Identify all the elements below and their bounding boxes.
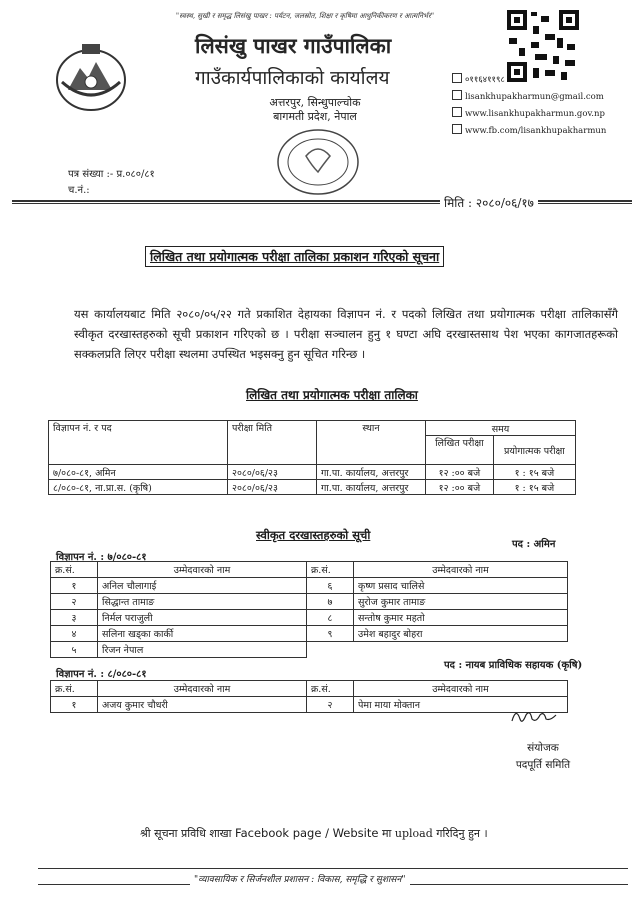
name-cell: निर्मल पराजुली <box>98 610 307 626</box>
sn-cell: ९ <box>307 626 354 642</box>
footer-motto: "व्यावसायिक र सिर्जनशील प्रशासन : विकास, समृद्धि र सुशासन" <box>190 872 410 885</box>
col-place: स्थान <box>317 421 426 465</box>
name-cell: अजय कुमार चौधरी <box>98 697 307 713</box>
office-stamp-icon <box>270 122 366 202</box>
date-cell: २०८०/०६/२३ <box>228 465 317 480</box>
header-divider <box>12 200 632 202</box>
candidate-table-1 <box>50 561 568 658</box>
adv-label-1: विज्ञापन नं. : ७/०८०-८१ <box>56 552 147 563</box>
website-link[interactable]: www.lisankhupakharmun.gov.np <box>465 109 605 119</box>
slogan: "स्वस्थ, सुखी र समृद्ध लिसंखु पाखर : पर्यटन, जलस्रोत, शिक्षा र कृषिमा आधुनिकीकरण र आत्मनिर्भर" <box>175 12 435 20</box>
name-cell: सुरोज कुमार तामाङ <box>354 594 568 610</box>
approved-list-title: स्वीकृत दरखास्तहरुको सूची <box>256 528 371 542</box>
email-icon <box>452 90 462 100</box>
website-row[interactable] <box>452 106 606 123</box>
adv-cell: ७/०८०-८१, अमिन <box>49 465 228 480</box>
footer-note-prefix: श्री सूचना प्रविधि शाखा <box>140 827 232 840</box>
adv-label-2: विज्ञापन नं. : ८/०८०-८१ <box>56 669 147 680</box>
col-sn: क्र.सं. <box>307 562 354 578</box>
name-cell: सलिना खड्का कार्की <box>98 626 307 642</box>
table-row <box>49 480 576 495</box>
practical-time-cell: १ : १५ बजे <box>493 465 575 480</box>
table-header-row <box>49 421 576 436</box>
dispatch-number: च.नं.: <box>68 185 90 196</box>
name-cell: उमेश बहादुर बोहरा <box>354 626 568 642</box>
signature-committee: पदपूर्ति समिति <box>515 759 571 771</box>
name-cell: सिद्धान्त तामाङ <box>98 594 307 610</box>
facebook-link[interactable]: www.fb.com/lisankhupakharmun <box>465 126 607 136</box>
sn-cell: ३ <box>51 610 98 626</box>
notice-body: यस कार्यालयबाट मिति २०८०/०५/२२ गते प्रकाशित देहायका विज्ञापन नं. र पदको लिखित तथा प्रयोगात्मक परीक्षा तालिकासँगै स्वीकृत दरखास्तहरुको सूची प्रकाशन गरिएको छ । परीक्षा सञ्चालन हुनु १ घण्टा अघि दरखास्तसाथ पेश भएका कागजातहरूको सक्कलप्रति लिएर परीक्षा स्थलमा उपस्थित भइसक्नु हुन सूचित गरिन्छ । <box>74 307 618 361</box>
table-row <box>51 594 568 610</box>
facebook-icon <box>452 124 462 134</box>
sn-cell: ४ <box>51 626 98 642</box>
schedule-title: लिखित तथा प्रयोगात्मक परीक्षा तालिका <box>246 388 418 402</box>
sn-cell: २ <box>51 594 98 610</box>
schedule-table <box>48 420 576 495</box>
date-cell: २०८०/०६/२३ <box>228 480 317 495</box>
footer-note-suffix: मा upload गरिदिनु हुन । <box>381 827 488 840</box>
col-adv-post: विज्ञापन नं. र पद <box>49 421 228 465</box>
col-sn: क्र.सं. <box>51 562 98 578</box>
table-row <box>51 642 568 658</box>
phone-row <box>452 72 606 89</box>
adv-cell: ८/०८०-८१, ना.प्रा.स. (कृषि) <box>49 480 228 495</box>
facebook-row[interactable] <box>452 123 606 140</box>
empty-cell <box>354 642 568 658</box>
place-cell: गा.पा. कार्यालय, अत्तरपुर <box>317 480 426 495</box>
contact-block <box>452 72 606 140</box>
email-link[interactable]: lisankhupakharmun@gmail.com <box>465 92 604 102</box>
table-row <box>51 610 568 626</box>
post-label-2: पद : नायब प्राविधिक सहायक (कृषि) <box>444 660 583 671</box>
office-address <box>250 96 380 124</box>
col-exam-date: परीक्षा मिति <box>228 421 317 465</box>
footer-note-latin: Facebook page / Website <box>235 826 379 840</box>
name-cell: पेमा माया मोक्तान <box>354 697 568 713</box>
globe-icon <box>452 107 462 117</box>
written-time-cell: १२ :०० बजे <box>426 465 494 480</box>
notice-title: लिखित तथा प्रयोगात्मक परीक्षा तालिका प्रकाशन गरिएको सूचना <box>145 246 444 267</box>
candidate-table-2 <box>50 680 568 713</box>
sn-cell: २ <box>307 697 354 713</box>
reference-block <box>68 167 155 199</box>
letter-number: पत्र संख्या :- प्र.०८०/८१ <box>68 169 155 180</box>
col-time: समय <box>426 421 576 436</box>
written-time-cell: १२ :०० बजे <box>426 480 494 495</box>
sn-cell: ७ <box>307 594 354 610</box>
sn-cell: ८ <box>307 610 354 626</box>
post-label-1: पद : अमिन <box>512 539 556 550</box>
table-row <box>51 697 568 713</box>
name-cell: रिजन नेपाल <box>98 642 307 658</box>
table-header-row <box>51 562 568 578</box>
table-row <box>51 578 568 594</box>
office-subtitle: गाउँकार्यपालिकाको कार्यालय <box>195 67 390 89</box>
header-divider-thin <box>12 203 632 204</box>
col-name: उम्मेदवारको नाम <box>98 681 307 697</box>
col-sn: क्र.सं. <box>51 681 98 697</box>
footer-divider-top <box>38 868 628 869</box>
sn-cell: १ <box>51 697 98 713</box>
signature-role: संयोजक <box>527 742 559 754</box>
sn-cell: ५ <box>51 642 98 658</box>
place-cell: गा.पा. कार्यालय, अत्तरपुर <box>317 465 426 480</box>
municipality-title: लिसंखु पाखर गाउँपालिका <box>195 33 392 58</box>
table-row <box>49 465 576 480</box>
table-row <box>51 626 568 642</box>
col-name: उम्मेदवारको नाम <box>98 562 307 578</box>
name-cell: सन्तोष कुमार महतो <box>354 610 568 626</box>
col-sn: क्र.सं. <box>307 681 354 697</box>
col-written: लिखित परीक्षा <box>426 436 494 465</box>
sn-cell: ६ <box>307 578 354 594</box>
col-name: उम्मेदवारको नाम <box>354 562 568 578</box>
phone-number: ०११६४११९८ <box>465 75 505 85</box>
col-practical: प्रयोगात्मक परीक्षा <box>493 436 575 465</box>
nepal-emblem-icon <box>48 38 134 116</box>
phone-icon <box>452 73 462 83</box>
name-cell: कृष्ण प्रसाद चालिसे <box>354 578 568 594</box>
name-cell: अनिल चौलागाई <box>98 578 307 594</box>
sn-cell: १ <box>51 578 98 594</box>
footer-note <box>140 826 488 841</box>
practical-time-cell: १ : १५ बजे <box>493 480 575 495</box>
address-line-1: अत्तरपुर, सिन्धुपाल्चोक <box>269 96 361 109</box>
col-name: उम्मेदवारको नाम <box>354 681 568 697</box>
empty-cell <box>307 642 354 658</box>
notice-date: मिति : २०८०/०६/१७ <box>440 194 538 211</box>
email-row[interactable] <box>452 89 606 106</box>
signature-block <box>498 740 588 774</box>
table-header-row <box>51 681 568 697</box>
signature-icon <box>508 705 558 729</box>
address-line-2: बागमती प्रदेश, नेपाल <box>273 110 357 123</box>
